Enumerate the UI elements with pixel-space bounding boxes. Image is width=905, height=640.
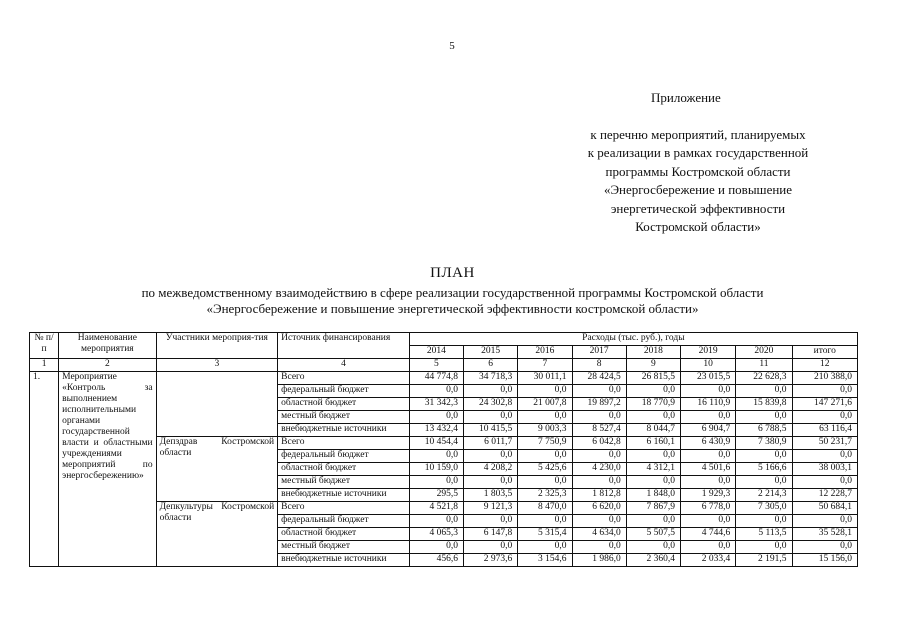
funding-source: федеральный бюджет (278, 385, 410, 398)
year-value: 0,0 (736, 541, 792, 554)
funding-source: федеральный бюджет (278, 515, 410, 528)
column-number: 1 (30, 359, 59, 372)
header-year: 2014 (409, 346, 463, 359)
year-value: 44 774,8 (409, 372, 463, 385)
appendix-ref-line: Костромской области» (635, 219, 761, 235)
year-value: 456,6 (409, 554, 463, 567)
funding-source: внебюджетные источники (278, 489, 410, 502)
column-number: 7 (518, 359, 572, 372)
appendix-ref-line: к перечню мероприятий, планируемых (590, 127, 806, 142)
year-value: 0,0 (681, 385, 736, 398)
year-value: 1 812,8 (572, 489, 626, 502)
year-value: 0,0 (518, 450, 572, 463)
year-value: 19 897,2 (572, 398, 626, 411)
year-value: 7 750,9 (518, 437, 572, 450)
header-row (30, 333, 858, 346)
year-value: 0,0 (464, 450, 518, 463)
year-value: 1 986,0 (572, 554, 626, 567)
header-year: 2015 (464, 346, 518, 359)
appendix-ref-line: программы Костромской области (605, 163, 791, 179)
total-value: 15 156,0 (792, 554, 857, 567)
appendix-reference (548, 126, 848, 236)
year-value: 6 788,5 (736, 424, 792, 437)
year-value: 28 424,5 (572, 372, 626, 385)
year-value: 5 166,6 (736, 463, 792, 476)
year-value: 3 154,6 (518, 554, 572, 567)
year-value: 1 929,3 (681, 489, 736, 502)
year-value: 6 042,8 (572, 437, 626, 450)
year-value: 1 803,5 (464, 489, 518, 502)
year-value: 0,0 (681, 476, 736, 489)
year-value: 5 113,5 (736, 528, 792, 541)
column-number-row (30, 359, 858, 372)
year-value: 9 121,3 (464, 502, 518, 515)
year-value: 0,0 (681, 515, 736, 528)
year-value: 0,0 (626, 385, 680, 398)
plan-title: ПЛАН (430, 265, 475, 281)
year-value: 0,0 (409, 541, 463, 554)
year-value: 26 815,5 (626, 372, 680, 385)
year-value: 7 867,9 (626, 502, 680, 515)
column-number: 10 (681, 359, 736, 372)
appendix-ref-line: энергетической эффективности (610, 200, 786, 216)
plan-table (29, 332, 858, 567)
table-row (30, 372, 858, 385)
header-year: 2019 (681, 346, 736, 359)
year-value: 2 033,4 (681, 554, 736, 567)
header-total: итого (792, 346, 857, 359)
total-value: 35 528,1 (792, 528, 857, 541)
funding-source: областной бюджет (278, 398, 410, 411)
year-value: 0,0 (572, 411, 626, 424)
header-year: 2020 (736, 346, 792, 359)
year-value: 0,0 (518, 411, 572, 424)
total-value: 50 684,1 (792, 502, 857, 515)
year-value: 0,0 (626, 515, 680, 528)
year-value: 0,0 (464, 476, 518, 489)
year-value: 6 430,9 (681, 437, 736, 450)
year-value: 0,0 (518, 476, 572, 489)
funding-source: федеральный бюджет (278, 450, 410, 463)
row-number: 1. (30, 372, 59, 567)
plan-subtitle (0, 285, 905, 317)
year-value: 9 003,3 (518, 424, 572, 437)
total-value: 12 228,7 (792, 489, 857, 502)
participant-name: Депздрав Костромской области (156, 437, 278, 502)
year-value: 0,0 (572, 476, 626, 489)
year-value: 7 380,9 (736, 437, 792, 450)
year-value: 0,0 (736, 385, 792, 398)
page-number: 5 (449, 40, 455, 52)
column-number: 12 (792, 359, 857, 372)
year-value: 8 470,0 (518, 502, 572, 515)
year-value: 10 454,4 (409, 437, 463, 450)
year-value: 8 527,4 (572, 424, 626, 437)
year-value: 295,5 (409, 489, 463, 502)
funding-source: областной бюджет (278, 528, 410, 541)
year-value: 4 634,0 (572, 528, 626, 541)
header-participants: Участники мероприя-тия (156, 333, 278, 359)
year-value: 0,0 (464, 411, 518, 424)
year-value: 0,0 (626, 541, 680, 554)
total-value: 210 388,0 (792, 372, 857, 385)
year-value: 0,0 (681, 450, 736, 463)
total-value: 0,0 (792, 476, 857, 489)
year-value: 4 744,6 (681, 528, 736, 541)
year-value: 2 360,4 (626, 554, 680, 567)
year-value: 0,0 (518, 515, 572, 528)
year-value: 6 620,0 (572, 502, 626, 515)
year-value: 4 521,8 (409, 502, 463, 515)
column-number: 2 (59, 359, 156, 372)
header-funding-source: Источник финансирования (278, 333, 410, 359)
year-value: 6 778,0 (681, 502, 736, 515)
funding-source: Всего (278, 372, 410, 385)
year-value: 24 302,8 (464, 398, 518, 411)
year-value: 0,0 (464, 385, 518, 398)
header-expenses: Расходы (тыс. руб.), годы (409, 333, 857, 346)
column-number: 8 (572, 359, 626, 372)
year-value: 0,0 (409, 411, 463, 424)
appendix-title: Приложение (651, 90, 721, 105)
year-value: 0,0 (572, 450, 626, 463)
year-value: 15 839,8 (736, 398, 792, 411)
year-value: 5 425,6 (518, 463, 572, 476)
year-value: 6 904,7 (681, 424, 736, 437)
year-value: 1 848,0 (626, 489, 680, 502)
year-value: 0,0 (626, 411, 680, 424)
appendix-ref-line: «Энергосбережение и повышение (603, 182, 793, 198)
header-activity-name: Наименование мероприятия (59, 333, 156, 359)
year-value: 4 065,3 (409, 528, 463, 541)
year-value: 2 325,3 (518, 489, 572, 502)
year-value: 0,0 (626, 476, 680, 489)
total-value: 147 271,6 (792, 398, 857, 411)
year-value: 34 718,3 (464, 372, 518, 385)
year-value: 0,0 (518, 541, 572, 554)
year-value: 13 432,4 (409, 424, 463, 437)
year-value: 8 044,7 (626, 424, 680, 437)
year-value: 22 628,3 (736, 372, 792, 385)
participant-name: Депкультуры Костромской области (156, 502, 278, 567)
year-value: 4 312,1 (626, 463, 680, 476)
column-number: 3 (156, 359, 278, 372)
year-value: 7 305,0 (736, 502, 792, 515)
year-value: 5 315,4 (518, 528, 572, 541)
year-value: 0,0 (572, 385, 626, 398)
total-value: 0,0 (792, 515, 857, 528)
year-value: 0,0 (409, 476, 463, 489)
year-value: 0,0 (681, 541, 736, 554)
year-value: 10 159,0 (409, 463, 463, 476)
column-number: 6 (464, 359, 518, 372)
total-value: 0,0 (792, 541, 857, 554)
year-value: 0,0 (681, 411, 736, 424)
year-value: 2 973,6 (464, 554, 518, 567)
year-value: 0,0 (572, 515, 626, 528)
column-number: 4 (278, 359, 410, 372)
year-value: 2 214,3 (736, 489, 792, 502)
year-value: 0,0 (626, 450, 680, 463)
year-value: 0,0 (572, 541, 626, 554)
year-value: 5 507,5 (626, 528, 680, 541)
total-value: 63 116,4 (792, 424, 857, 437)
year-value: 0,0 (409, 450, 463, 463)
plan-subtitle-line: по межведомственному взаимодействию в сфере реализации государственной программы Костромской области (141, 285, 764, 300)
year-value: 23 015,5 (681, 372, 736, 385)
funding-source: областной бюджет (278, 463, 410, 476)
year-value: 6 160,1 (626, 437, 680, 450)
activity-name: Мероприятие «Контроль за выполнением исполнительными органами государственной власти и областными учреждениями мероприятий по энергосбережению» (59, 372, 156, 567)
year-value: 0,0 (736, 450, 792, 463)
year-value: 0,0 (736, 515, 792, 528)
year-value: 0,0 (736, 411, 792, 424)
funding-source: местный бюджет (278, 541, 410, 554)
year-value: 18 770,9 (626, 398, 680, 411)
total-value: 0,0 (792, 385, 857, 398)
funding-source: Всего (278, 502, 410, 515)
year-value: 0,0 (518, 385, 572, 398)
column-number: 5 (409, 359, 463, 372)
year-value: 16 110,9 (681, 398, 736, 411)
column-number: 9 (626, 359, 680, 372)
year-value: 6 147,8 (464, 528, 518, 541)
total-value: 38 003,1 (792, 463, 857, 476)
year-value: 4 208,2 (464, 463, 518, 476)
total-value: 0,0 (792, 411, 857, 424)
plan-subtitle-line: «Энергосбережение и повышение энергетической эффективности костромской области» (206, 301, 699, 316)
year-value: 21 007,8 (518, 398, 572, 411)
participant-name (156, 372, 278, 437)
year-value: 0,0 (464, 541, 518, 554)
year-value: 0,0 (464, 515, 518, 528)
funding-source: Всего (278, 437, 410, 450)
header-num: № п/п (30, 333, 59, 359)
year-value: 2 191,5 (736, 554, 792, 567)
year-value: 0,0 (409, 385, 463, 398)
funding-source: местный бюджет (278, 411, 410, 424)
header-year: 2016 (518, 346, 572, 359)
header-year: 2017 (572, 346, 626, 359)
year-value: 6 011,7 (464, 437, 518, 450)
year-value: 4 501,6 (681, 463, 736, 476)
funding-source: внебюджетные источники (278, 554, 410, 567)
year-value: 10 415,5 (464, 424, 518, 437)
year-value: 0,0 (409, 515, 463, 528)
year-value: 4 230,0 (572, 463, 626, 476)
year-value: 31 342,3 (409, 398, 463, 411)
year-value: 30 011,1 (518, 372, 572, 385)
funding-source: местный бюджет (278, 476, 410, 489)
total-value: 0,0 (792, 450, 857, 463)
total-value: 50 231,7 (792, 437, 857, 450)
year-value: 0,0 (736, 476, 792, 489)
header-year: 2018 (626, 346, 680, 359)
column-number: 11 (736, 359, 792, 372)
appendix-ref-line: к реализации в рамках государственной (587, 145, 809, 161)
funding-source: внебюджетные источники (278, 424, 410, 437)
